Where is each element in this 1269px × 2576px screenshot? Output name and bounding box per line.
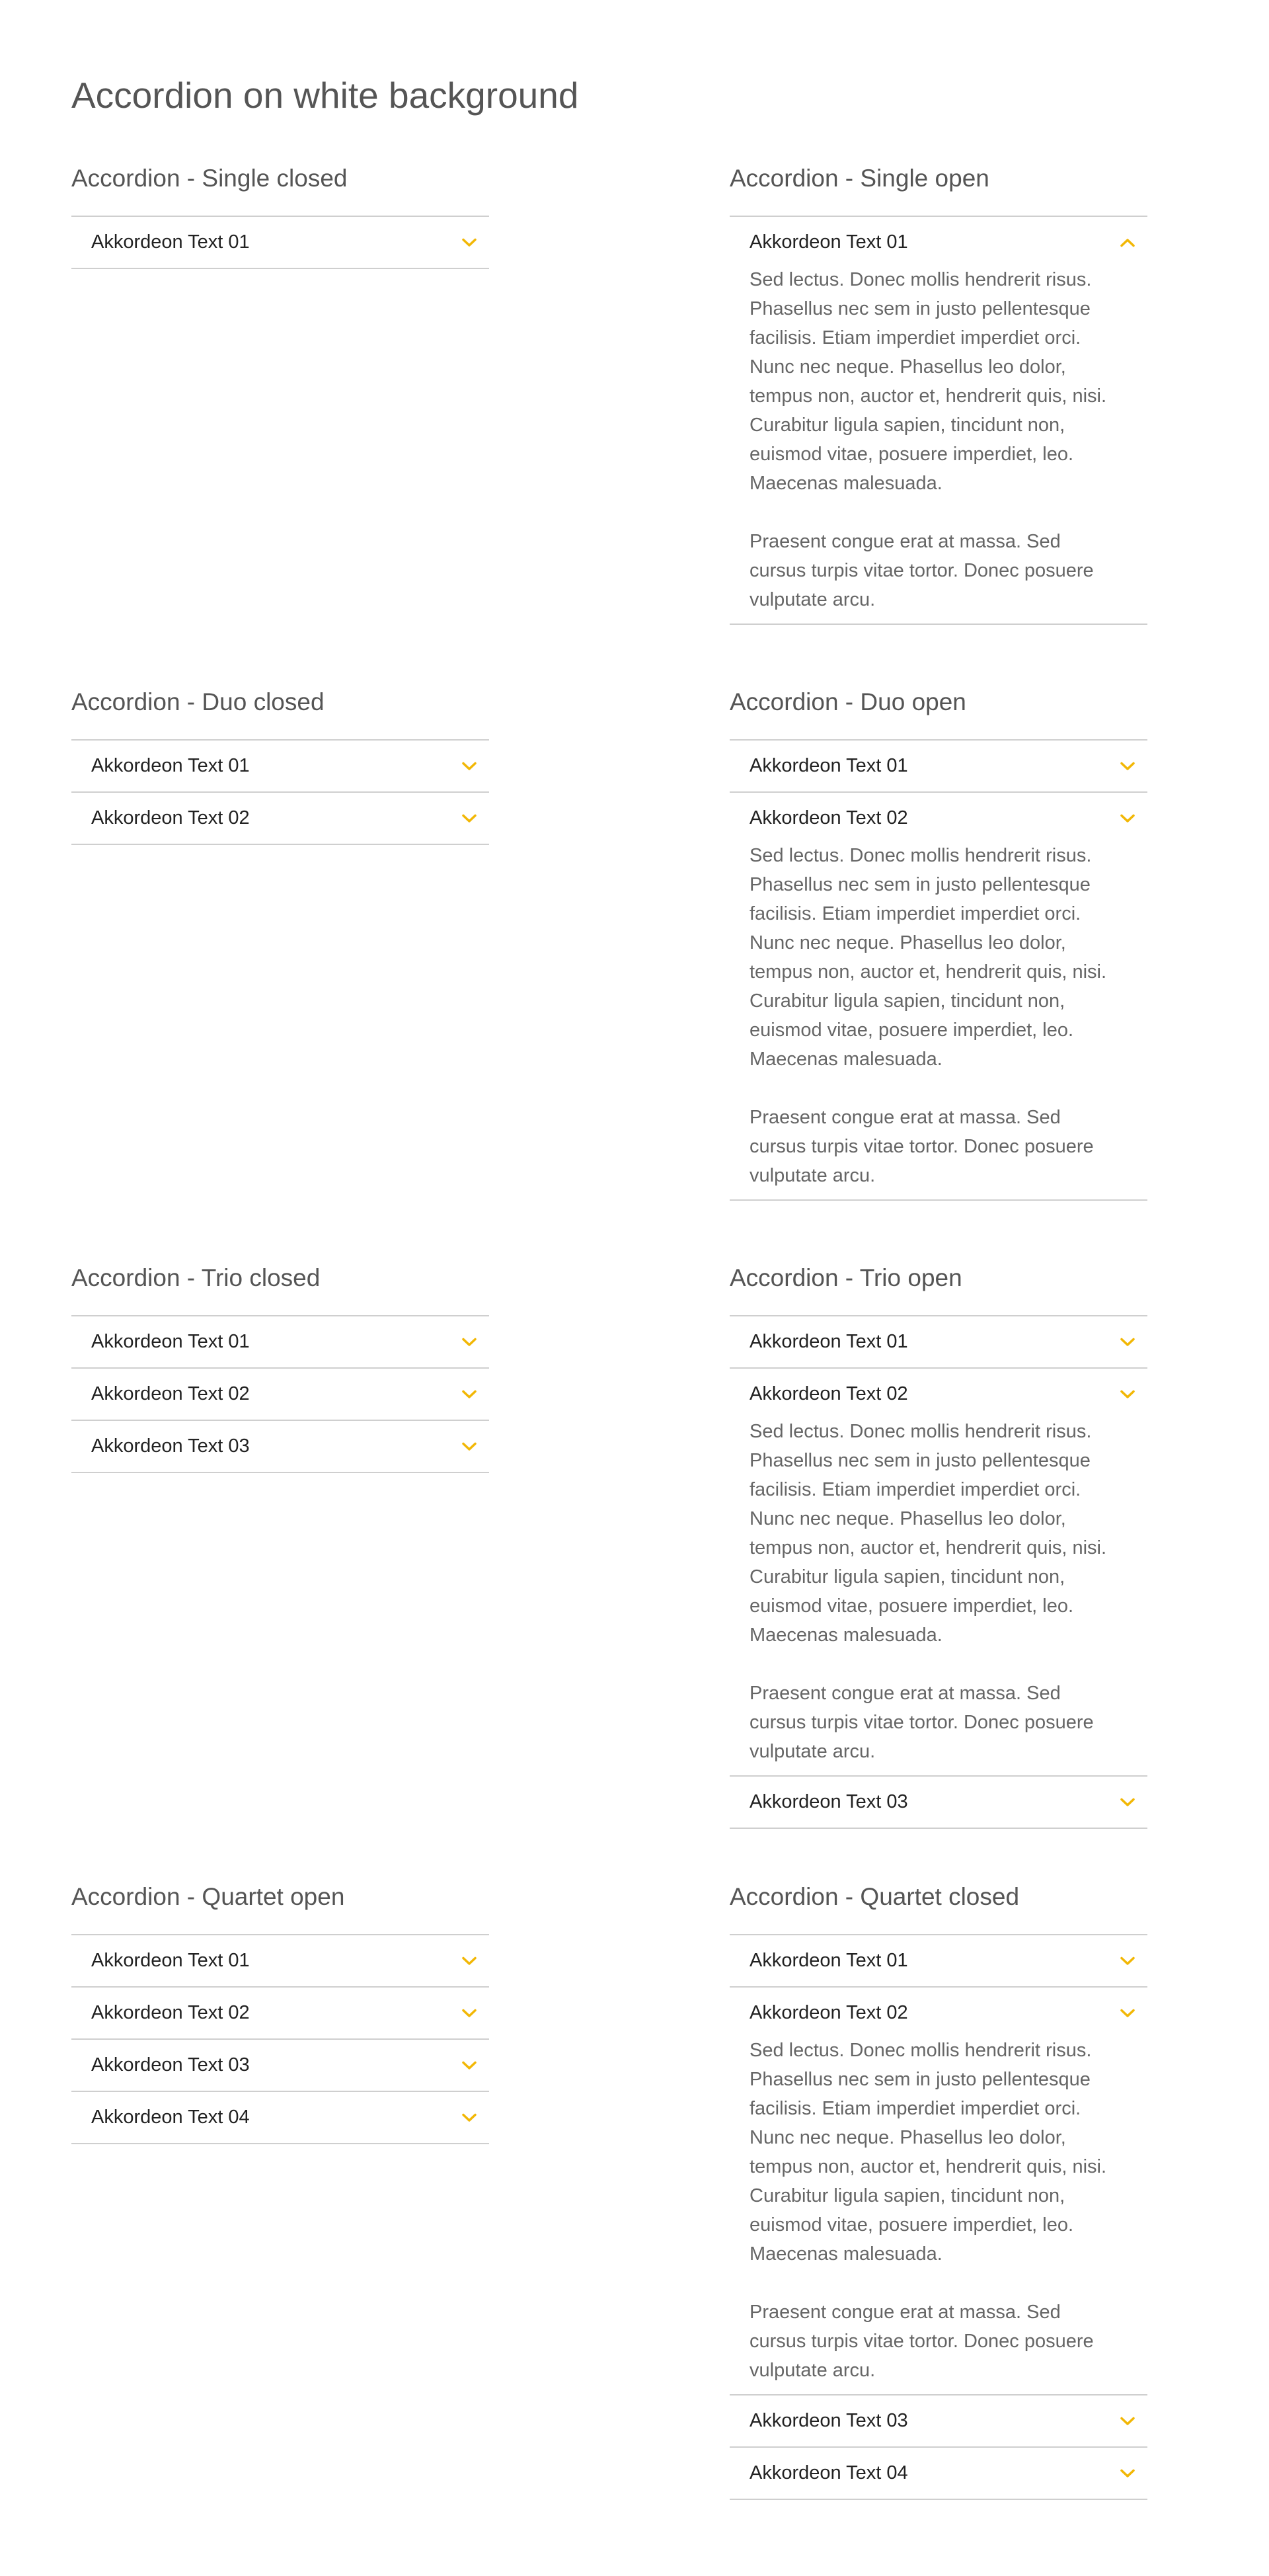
accordion-item	[730, 1935, 1147, 1988]
accordion-item-label: Akkordeon Text 02	[91, 2002, 250, 2023]
accordion-item-content	[730, 1417, 1147, 1775]
accordion-item	[730, 1988, 1147, 2395]
accordion-item-label: Akkordeon Text 02	[91, 807, 250, 828]
accordion-item-label: Akkordeon Text 04	[750, 2462, 908, 2483]
accordion-item-label: Akkordeon Text 01	[91, 1950, 250, 1971]
accordion-item	[71, 2040, 489, 2092]
accordion-item	[71, 1935, 489, 1988]
chevron-down-icon	[461, 1442, 477, 1451]
accordion-item-header[interactable]	[730, 1369, 1147, 1420]
accordion-content-paragraph: Praesent congue erat at massa. Sed cursus turpis vitae tortor. Donec posuere vulputate arcu.	[750, 1107, 1094, 1186]
accordion-item-header[interactable]	[71, 1988, 489, 2038]
chevron-down-icon	[1120, 2417, 1135, 2426]
accordion-content-paragraph: Sed lectus. Donec mollis hendrerit risus. Phasellus nec sem in justo pellentesque facilisis. Etiam imperdiet imperdiet orci. Nunc nec neque. Phasellus leo dolor, tempus non, auctor et, hendrerit quis, nisi. Curabitur ligula sapien, tincidunt non, euismod vitae, posuere imperdiet, leo. Maecenas malesuada.	[750, 1421, 1107, 1646]
section-title: Accordion - Single closed	[71, 165, 348, 192]
section-title: Accordion - Duo closed	[71, 688, 325, 715]
chevron-down-icon	[1120, 1338, 1135, 1347]
accordion-section-accordion-single-open	[730, 163, 1147, 625]
accordion-item-label: Akkordeon Text 04	[91, 2107, 250, 2128]
accordion-item	[71, 1421, 489, 1473]
accordion-item-label: Akkordeon Text 03	[750, 1791, 908, 1812]
chevron-down-icon	[1120, 2469, 1135, 2478]
accordion-content-paragraph: Praesent congue erat at massa. Sed cursus turpis vitae tortor. Donec posuere vulputate arcu.	[750, 2302, 1094, 2381]
section-title: Accordion - Trio open	[730, 1264, 962, 1291]
chevron-down-icon	[1120, 1798, 1135, 1807]
accordion-item-label: Akkordeon Text 01	[91, 1331, 250, 1352]
accordion-item	[71, 793, 489, 845]
accordion-item-header[interactable]	[730, 1777, 1147, 1828]
accordion-item-header[interactable]	[730, 1935, 1147, 1986]
chevron-down-icon	[461, 238, 477, 247]
chevron-down-icon	[1120, 1390, 1135, 1399]
accordion-section-accordion-duo-closed	[71, 686, 489, 845]
accordion-item	[730, 1316, 1147, 1369]
accordion-item	[71, 2092, 489, 2144]
accordion-item	[71, 1988, 489, 2040]
accordion-item-content	[730, 2036, 1147, 2394]
accordion-content-paragraph: Praesent congue erat at massa. Sed cursus turpis vitae tortor. Donec posuere vulputate arcu.	[750, 531, 1094, 610]
accordion-item	[730, 793, 1147, 1201]
accordion-item-header[interactable]	[71, 2040, 489, 2091]
accordion-item-header[interactable]	[71, 741, 489, 791]
accordion-item-label: Akkordeon Text 01	[91, 231, 250, 253]
accordion-item-header[interactable]	[71, 793, 489, 844]
accordion-section-accordion-quartet-closed	[730, 1881, 1147, 2500]
accordion-item-header[interactable]	[71, 2092, 489, 2143]
accordion-content-paragraph: Praesent congue erat at massa. Sed cursus turpis vitae tortor. Donec posuere vulputate arcu.	[750, 1683, 1094, 1762]
accordion-item-label: Akkordeon Text 01	[91, 755, 250, 776]
accordion-content-paragraph: Sed lectus. Donec mollis hendrerit risus. Phasellus nec sem in justo pellentesque facilisis. Etiam imperdiet imperdiet orci. Nunc nec neque. Phasellus leo dolor, tempus non, auctor et, hendrerit quis, nisi. Curabitur ligula sapien, tincidunt non, euismod vitae, posuere imperdiet, leo. Maecenas malesuada.	[750, 845, 1107, 1070]
chevron-down-icon	[461, 2113, 477, 2122]
accordion-section-accordion-trio-open	[730, 1262, 1147, 1829]
section-title: Accordion - Trio closed	[71, 1264, 321, 1291]
accordion	[730, 1934, 1147, 2500]
section-title: Accordion - Single open	[730, 165, 989, 192]
accordion-item-label: Akkordeon Text 03	[750, 2410, 908, 2431]
section-title: Accordion - Quartet open	[71, 1883, 345, 1910]
chevron-down-icon	[1120, 1956, 1135, 1966]
accordion-item-header[interactable]	[730, 793, 1147, 844]
accordion-item-header[interactable]	[730, 741, 1147, 791]
accordion-item-label: Akkordeon Text 01	[750, 1331, 908, 1352]
accordion-item-header[interactable]	[71, 1421, 489, 1472]
accordion-item-label: Akkordeon Text 01	[750, 231, 908, 253]
accordion-section-accordion-duo-open	[730, 686, 1147, 1201]
chevron-down-icon	[461, 762, 477, 771]
accordion-item	[71, 1316, 489, 1369]
chevron-down-icon	[461, 1338, 477, 1347]
page-title: Accordion on white background	[71, 75, 579, 116]
accordion-item-label: Akkordeon Text 02	[750, 2002, 908, 2023]
accordion-item-label: Akkordeon Text 02	[750, 807, 908, 828]
accordion-item	[730, 741, 1147, 793]
accordion-item	[730, 1369, 1147, 1777]
accordion-item	[71, 217, 489, 269]
accordion-item	[71, 741, 489, 793]
accordion-section-accordion-single-closed	[71, 163, 489, 269]
accordion-item-label: Akkordeon Text 01	[750, 755, 908, 776]
chevron-down-icon	[1120, 2009, 1135, 2018]
accordion-item-label: Akkordeon Text 03	[91, 2054, 250, 2075]
accordion-item-header[interactable]	[71, 1316, 489, 1367]
accordion-item	[71, 1369, 489, 1421]
accordion-item-content	[730, 265, 1147, 624]
accordion-item-header[interactable]	[730, 1316, 1147, 1367]
accordion-section-accordion-trio-closed	[71, 1262, 489, 1473]
section-title: Accordion - Quartet closed	[730, 1883, 1020, 1910]
accordion-item-header[interactable]	[71, 1369, 489, 1420]
accordion-content-paragraph: Sed lectus. Donec mollis hendrerit risus. Phasellus nec sem in justo pellentesque facilisis. Etiam imperdiet imperdiet orci. Nunc nec neque. Phasellus leo dolor, tempus non, auctor et, hendrerit quis, nisi. Curabitur ligula sapien, tincidunt non, euismod vitae, posuere imperdiet, leo. Maecenas malesuada.	[750, 269, 1107, 494]
accordion-item-header[interactable]	[730, 1988, 1147, 2038]
chevron-up-icon	[1120, 238, 1135, 247]
accordion	[730, 1315, 1147, 1829]
accordion-item-header[interactable]	[730, 217, 1147, 268]
chevron-down-icon	[461, 2009, 477, 2018]
accordion-item-header[interactable]	[71, 217, 489, 268]
accordion	[71, 1934, 489, 2144]
accordion-item	[730, 217, 1147, 625]
chevron-down-icon	[461, 814, 477, 823]
chevron-down-icon	[461, 1390, 477, 1399]
section-title: Accordion - Duo open	[730, 688, 966, 715]
accordion-item-label: Akkordeon Text 02	[91, 1383, 250, 1404]
accordion-item-header[interactable]	[730, 2448, 1147, 2499]
accordion-item-label: Akkordeon Text 01	[750, 1950, 908, 1971]
chevron-down-icon	[1120, 814, 1135, 823]
accordion-item-content	[730, 841, 1147, 1199]
accordion-item	[730, 2395, 1147, 2448]
accordion-section-accordion-quartet-open	[71, 1881, 489, 2144]
chevron-down-icon	[461, 2061, 477, 2070]
accordion-item-header[interactable]	[730, 2395, 1147, 2446]
accordion-item	[730, 2448, 1147, 2500]
accordion-content-paragraph: Sed lectus. Donec mollis hendrerit risus. Phasellus nec sem in justo pellentesque facilisis. Etiam imperdiet imperdiet orci. Nunc nec neque. Phasellus leo dolor, tempus non, auctor et, hendrerit quis, nisi. Curabitur ligula sapien, tincidunt non, euismod vitae, posuere imperdiet, leo. Maecenas malesuada.	[750, 2040, 1107, 2265]
accordion	[71, 1315, 489, 1473]
accordion-item-label: Akkordeon Text 02	[750, 1383, 908, 1404]
accordion	[71, 739, 489, 845]
chevron-down-icon	[461, 1956, 477, 1966]
accordion-item-header[interactable]	[71, 1935, 489, 1986]
accordion-item	[730, 1777, 1147, 1829]
accordion-item-label: Akkordeon Text 03	[91, 1435, 250, 1457]
chevron-down-icon	[1120, 762, 1135, 771]
accordion	[730, 739, 1147, 1201]
accordion	[730, 216, 1147, 625]
accordion	[71, 216, 489, 269]
